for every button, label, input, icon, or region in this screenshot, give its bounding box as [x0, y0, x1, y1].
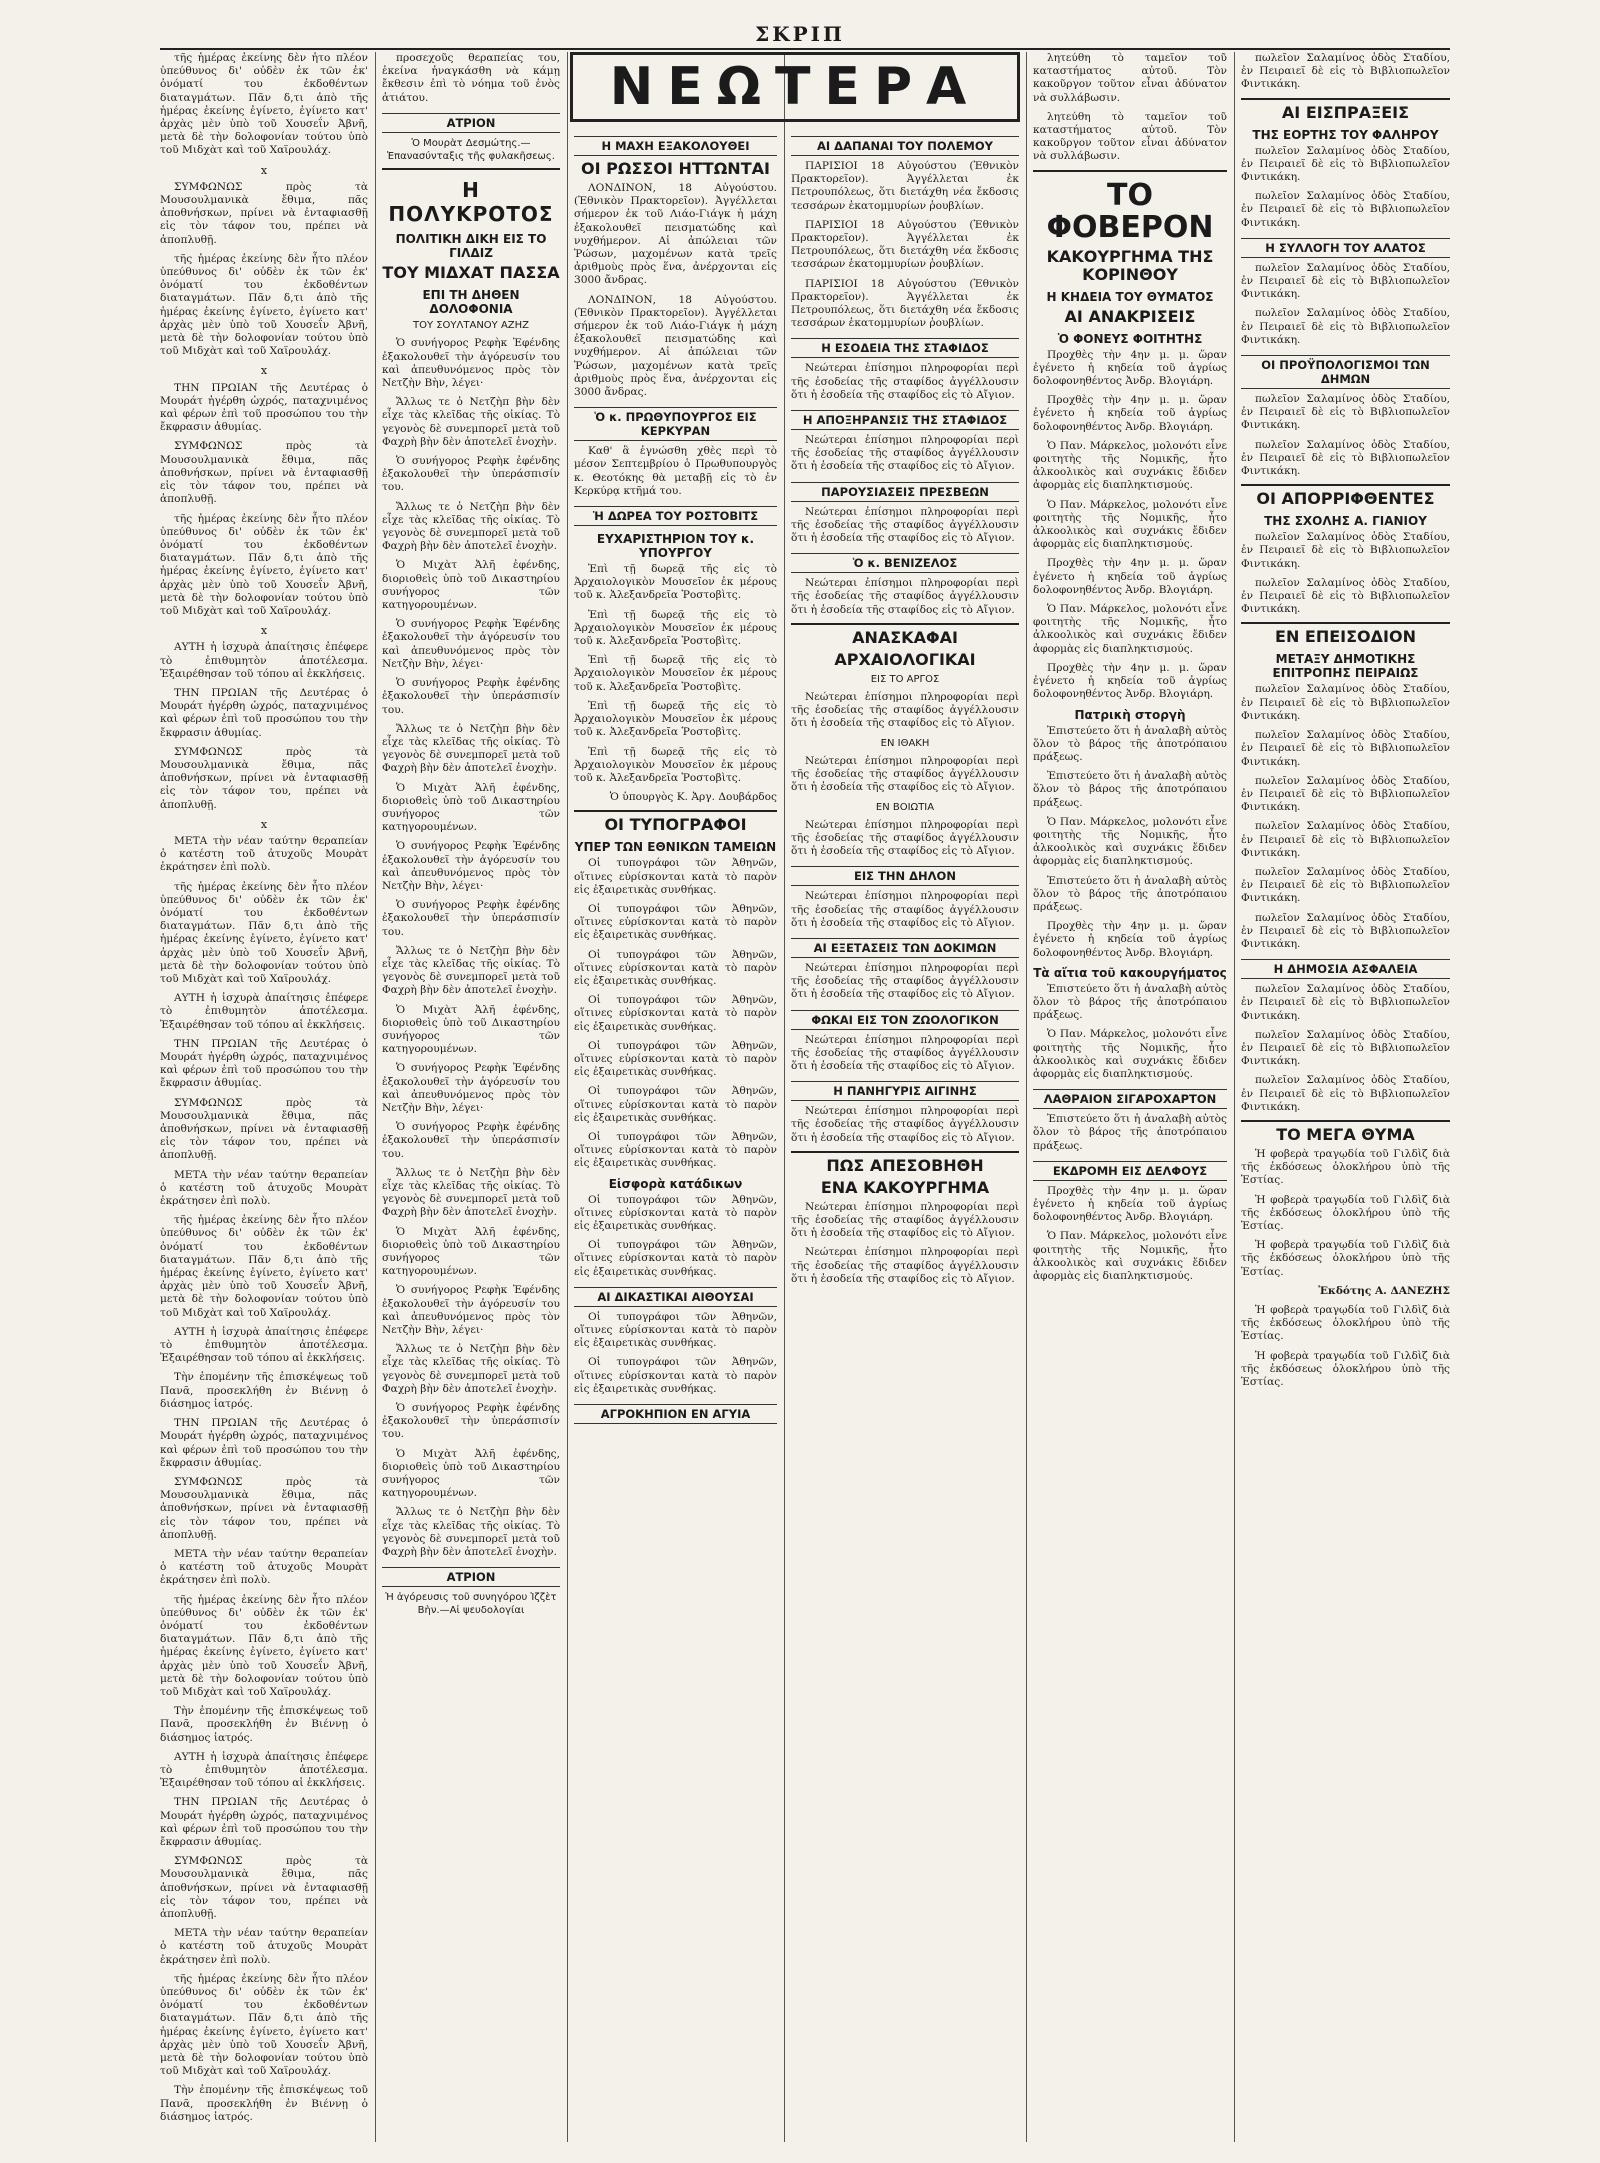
article-paragraph: Ὁ Παν. Μάρκελος, μολονότι εἶνε φοιτητὴς τῆς Νομικῆς, ἦτο ἀλκοολικὸς καὶ συχνάκις ἔδιδεν ἀφορμὰς εἰς διαπληκτισμούς.	[1033, 498, 1227, 551]
article-paragraph: Ὁ συνήγορος Ρεφὴκ Ἐφένδης ἐξακολουθεῖ τὴν ἀγόρευσίν του καὶ ἀπευθυνόμενος πρὸς τὸν Νετζὴν Βὴν, λέγει·	[382, 1062, 560, 1114]
section-subheading: ΕΙΣ ΤΟ ΑΡΓΟΣ	[870, 673, 940, 685]
article-paragraph: Οἱ τυπογράφοι τῶν Ἀθηνῶν, οἵτινες εὑρίσκονται κατὰ τὸ παρὸν εἰς ἐξαιρετικὰς συνθήκας.	[574, 902, 777, 942]
section-heading: ΑΙ ΕΞΕΤΑΣΕΙΣ ΤΩΝ ΔΟΚΙΜΩΝ	[791, 938, 1019, 958]
article-paragraph: Ὁ Παν. Μάρκελος, μολονότι εἶνε φοιτητὴς τῆς Νομικῆς, ἦτο ἀλκοολικὸς καὶ συχνάκις ἔδιδεν ἀφορμὰς εἰς διαπληκτισμούς.	[1033, 1028, 1227, 1080]
section-subheading: ΕΝ ΙΘΑΚΗ	[880, 737, 930, 749]
section-heading: ΑΓΡΟΚΗΠΙΟΝ ΕΝ ΑΓΥΙΑ	[574, 1404, 777, 1424]
article-paragraph: ΣΥΜΦΩΝΩΣ πρὸς τὰ Μουσουλμανικὰ ἔθιμα, πᾶς ἀποθνήσκων, πρίνει νὰ ἐνταφιασθῇ εἰς τὸν τάφον του, πρέπει νὰ ἀποπλυθῇ.	[160, 1855, 368, 1920]
article-paragraph: ΜΕΤΑ τὴν νέαν ταύτην θεραπείαν ὁ κατέστη τοῦ ἀτυχοῦς Μουρὰτ ἐκράτησεν ἐπὶ πολὺ.	[160, 834, 368, 874]
section-title: ΠΩΣ ΑΠΕΣΟΒΗΘΗ	[826, 1155, 984, 1175]
article-paragraph: τῆς ἡμέρας ἐκείνης δὲν ἦτο πλέον ὑπεύθυνος δι' οὐδὲν ἐκ τῶν ἐκ' ὀνόματί του ἐκδοθέντων διαταγμάτων. Πᾶν δ,τι ἀπὸ τῆς ἡμέρας ἐκείνης ἐγίνετο, ἐγίνετο κατ' ἀρχὰς μὲν ὑπὸ τοῦ Χουσεΐν Ἀβνῆ, μετὰ δὲ τὴν δολοφονίαν τούτου ὑπὸ τοῦ Μιδχὰτ καὶ τοῦ Χαϊρουλάχ.	[160, 252, 368, 358]
section-title: ΑΝΑΣΚΑΦΑΙ	[852, 627, 958, 647]
article-paragraph: πωλεῖον Σαλαμίνος ὁδὸς Σταδίου, ἐν Πειραιεῖ δὲ εἰς τὸ Βιβλιοπωλεῖον Φιντικάκη.	[1241, 983, 1450, 1022]
article-paragraph: Ὁ Παν. Μάρκελος, μολονότι εἶνε φοιτητὴς τῆς Νομικῆς, ἦτο ἀλκοολικὸς καὶ συχνάκις ἔδιδεν ἀφορμὰς εἰς διαπληκτισμούς.	[1033, 603, 1227, 655]
section-heading: ΦΩΚΑΙ ΕΙΣ ΤΟΝ ΖΩΟΛΟΓΙΚΟΝ	[791, 1010, 1019, 1030]
article-paragraph: Ὁ συνήγορος Ρεφὴκ Ἐφένδης ἐξακολουθεῖ τὴν ἀγόρευσίν του καὶ ἀπευθυνόμενος πρὸς τὸν Νετζὴν Βὴν, λέγει·	[382, 618, 560, 670]
headline-sub: ΑΙ ΑΝΑΚΡΙΣΕΙΣ	[1064, 306, 1196, 326]
column-2	[382, 52, 560, 2142]
article-paragraph: ΛΟΝΔΙΝΟΝ, 18 Αὐγούστου. (Ἐθνικὸν Πρακτορεῖον). Ἀγγέλλεται σήμερον ἐκ τοῦ Λιάο-Γιάγκ ἡ μάχη ἐξακολουθεῖ πεισματώδης καὶ νυχθήμερον. Αἱ ἀπώλειαι τῶν Ῥώσων, μαχομένων κατὰ τρεῖς ἀριθμοὺς πρὸς ἕνα, ἀνέρχονται εἰς 3000 ἄνδρας.	[574, 182, 777, 287]
section-title: ΕΝ ΕΠΕΙΣΟΔΙΟΝ	[1275, 627, 1416, 647]
article-paragraph: πωλεῖον Σαλαμίνος ὁδὸς Σταδίου, ἐν Πειραιεῖ δὲ εἰς τὸ Βιβλιοπωλεῖον Φιντικάκη.	[1241, 774, 1450, 814]
article-paragraph: πωλεῖον Σαλαμίνος ὁδὸς Σταδίου, ἐν Πειραιεῖ δὲ εἰς τὸ Βιβλιοπωλεῖον Φιντικάκη.	[1241, 911, 1450, 950]
article-paragraph: Τὴν ἐπομένην τῆς ἐπισκέψεως τοῦ Πανᾶ, προσεκλήθη ἐν Βιέννῃ ὁ διάσημος ἰατρός.	[160, 1371, 368, 1410]
article-paragraph: ΑΥΤΗ ἡ ἰσχυρὰ ἀπαίτησις ἐπέφερε τὸ ἐπιθυμητὸν ἀποτέλεσμα. Ἐξαιρέθησαν τοῦ τόπου αἱ ἐκκλήσεις.	[160, 992, 368, 1031]
article-paragraph: Οἱ τυπογράφοι τῶν Ἀθηνῶν, οἵτινες εὑρίσκονται κατὰ τὸ παρὸν εἰς ἐξαιρετικὰς συνθήκας.	[574, 1239, 777, 1278]
article-paragraph: πωλεῖον Σαλαμίνος ὁδὸς Σταδίου, ἐν Πειραιεῖ δὲ εἰς τὸ Βιβλιοπωλεῖον Φιντικάκη.	[1241, 261, 1450, 301]
article-paragraph: Νεώτεραι ἐπίσημοι πληροφορίαι περὶ τῆς ἐσοδείας τῆς σταφίδος ἀγγέλλουσιν ὅτι ἡ ἐσοδεία τῆς σταφίδος εἰς τὸ Αἴγιον.	[791, 961, 1019, 1001]
section-subheading: ΤΗΣ ΣΧΟΛΗΣ Α. ΓΙΑΝΙΟΥ	[1264, 514, 1427, 529]
article-paragraph: Ἄλλως τε ὁ Νετζὴπ βὴν δὲν εἶχε τὰς κλεῖδας τῆς οἰκίας. Τὸ γεγονὸς δὲ συνεμπορεῖ μετὰ τοῦ Φαχρὴ βὴν δὲν ἀποτελεῖ ἐνοχὴν.	[382, 1343, 560, 1395]
article-paragraph: Νεώτεραι ἐπίσημοι πληροφορίαι περὶ τῆς ἐσοδείας τῆς σταφίδος ἀγγέλλουσιν ὅτι ἡ ἐσοδεία τῆς σταφίδος εἰς τὸ Αἴγιον.	[791, 362, 1019, 401]
headline-sub: ΕΠΙ ΤΗ ΔΗΘΕΝ ΔΟΛΟΦΟΝΙΑ	[422, 288, 520, 317]
article-paragraph: ΤΗΝ ΠΡΩΙΑΝ τῆς Δευτέρας ὁ Μουράτ ἠγέρθη ὠχρός, παταχνιμένος καὶ φέρων ἐπὶ τοῦ προσώπου του τὴν ἔκφρασιν ἀθυμίας.	[160, 1796, 368, 1848]
article-paragraph: Ἄλλως τε ὁ Νετζὴπ βὴν δὲν εἶχε τὰς κλεῖδας τῆς οἰκίας. Τὸ γεγονὸς δὲ συνεμπορεῖ μετὰ τοῦ Φαχρὴ βὴν δὲν ἀποτελεῖ ἐνοχὴν.	[382, 944, 560, 997]
headline-sub: Ὁ ΦΟΝΕΥΣ ΦΟΙΤΗΤΗΣ	[1057, 331, 1203, 346]
section-title: ΕΥΧΑΡΙΣΤΗΡΙΟΝ ΤΟΥ κ. ΥΠΟΥΡΓΟΥ	[596, 532, 755, 561]
article-paragraph: ΑΥΤΗ ἡ ἰσχυρὰ ἀπαίτησις ἐπέφερε τὸ ἐπιθυμητὸν ἀποτέλεσμα. Ἐξαιρέθησαν τοῦ τόπου αἱ ἐκκλήσεις.	[160, 1325, 368, 1365]
article-paragraph: Οἱ τυπογράφοι τῶν Ἀθηνῶν, οἵτινες εὑρίσκονται κατὰ τὸ παρὸν εἰς ἐξαιρετικὰς συνθήκας.	[574, 1310, 777, 1350]
article-paragraph: τῆς ἡμέρας ἐκείνης δὲν ἦτο πλέον ὑπεύθυνος δι' οὐδὲν ἐκ τῶν ἐκ' ὀνόματί του ἐκδοθέντων διαταγμάτων. Πᾶν δ,τι ἀπὸ τῆς ἡμέρας ἐκείνης ἐγίνετο, ἐγίνετο κατ' ἀρχὰς μὲν ὑπὸ τοῦ Χουσεΐν Ἀβνῆ, μετὰ δὲ τὴν δολοφονίαν τούτου ὑπὸ τοῦ Μιδχὰτ καὶ τοῦ Χαϊρουλάχ.	[160, 1972, 368, 2078]
article-paragraph: Οἱ τυπογράφοι τῶν Ἀθηνῶν, οἵτινες εὑρίσκονται κατὰ τὸ παρὸν εἰς ἐξαιρετικὰς συνθήκας.	[574, 948, 777, 987]
section-title: ΤΟ ΜΕΓΑ ΘΥΜΑ	[1276, 1124, 1415, 1144]
article-paragraph: πωλεῖον Σαλαμίνος ὁδὸς Σταδίου, ἐν Πειραιεῖ δὲ εἰς τὸ Βιβλιοπωλεῖον Φιντικάκη.	[1241, 1028, 1450, 1068]
column-separator	[784, 52, 785, 2142]
section-heading: Η ΔΗΜΟΣΙΑ ΑΣΦΑΛΕΙΑ	[1241, 959, 1450, 979]
article-paragraph: Προχθὲς τὴν 4ην μ. μ. ὥραν ἐγένετο ἡ κηδεία τοῦ ἀγρίως δολοφονηθέντος Ἀνδρ. Βλογιάρη.	[1033, 394, 1227, 433]
section-heading: ΕΚΔΡΟΜΗ ΕΙΣ ΔΕΛΦΟΥΣ	[1033, 1161, 1227, 1181]
article-paragraph: Ἡ φοβερὰ τραγῳδία τοῦ Γιλδὶζ διὰ τῆς ἐκδόσεως ὁλοκλήρου ὑπὸ τῆς Ἑστίας.	[1241, 1304, 1450, 1343]
section-subheading: Ὁ Μουρὰτ Δεσμώτης.—Ἐπανασύνταξις τῆς φυλακῆσεως.	[387, 137, 555, 163]
article-paragraph: ΤΗΝ ΠΡΩΙΑΝ τῆς Δευτέρας ὁ Μουράτ ἠγέρθη ὠχρός, παταχνιμένος καὶ φέρων ἐπὶ τοῦ προσώπου του τὴν ἔκφρασιν ἀθυμίας.	[160, 381, 368, 434]
article-paragraph: ΑΥΤΗ ἡ ἰσχυρὰ ἀπαίτησις ἐπέφερε τὸ ἐπιθυμητὸν ἀποτέλεσμα. Ἐξαιρέθησαν τοῦ τόπου αἱ ἐκκλήσεις.	[160, 641, 368, 680]
section-heading: ΑΤΡΙΟΝ	[382, 113, 560, 133]
article-paragraph: Οἱ τυπογράφοι τῶν Ἀθηνῶν, οἵτινες εὑρίσκονται κατὰ τὸ παρὸν εἰς ἐξαιρετικὰς συνθήκας.	[574, 1130, 777, 1170]
headline: ΤΟ ΦΟΒΕΡΟΝ	[1046, 177, 1214, 245]
article-paragraph: Ὁ συνήγορος Ρεφὴκ ἐφένδης ἐξακολουθεῖ τὴν ὑπεράσπισίν του.	[382, 1121, 560, 1160]
article-paragraph: Νεώτεραι ἐπίσημοι πληροφορίαι περὶ τῆς ἐσοδείας τῆς σταφίδος ἀγγέλλουσιν ὅτι ἡ ἐσοδεία τῆς σταφίδος εἰς τὸ Αἴγιον.	[791, 1200, 1019, 1240]
masthead: ΣΚΡΙΠ	[755, 22, 845, 46]
article-paragraph: Νεώτεραι ἐπίσημοι πληροφορίαι περὶ τῆς ἐσοδείας τῆς σταφίδος ἀγγέλλουσιν ὅτι ἡ ἐσοδεία τῆς σταφίδος εἰς τὸ Αἴγιον.	[791, 754, 1019, 794]
article-paragraph: ΛΟΝΔΙΝΟΝ, 18 Αὐγούστου. (Ἐθνικὸν Πρακτορεῖον). Ἀγγέλλεται σήμερον ἐκ τοῦ Λιάο-Γιάγκ ἡ μάχη ἐξακολουθεῖ πεισματώδης καὶ νυχθήμερον. Αἱ ἀπώλειαι τῶν Ῥώσων, μαχομένων κατὰ τρεῖς ἀριθμοὺς πρὸς ἕνα, ἀνέρχονται εἰς 3000 ἄνδρας.	[574, 293, 777, 399]
article-paragraph: ΣΥΜΦΩΝΩΣ πρὸς τὰ Μουσουλμανικὰ ἔθιμα, πᾶς ἀποθνήσκων, πρίνει νὰ ἐνταφιασθῇ εἰς τὸν τάφον του, πρέπει νὰ ἀποπλυθῇ.	[160, 1475, 368, 1541]
article-paragraph: Προχθὲς τὴν 4ην μ. μ. ὥραν ἐγένετο ἡ κηδεία τοῦ ἀγρίως δολοφονηθέντος Ἀνδρ. Βλογιάρη.	[1033, 348, 1227, 388]
section-title: ΟΙ ΑΠΟΡΡΙΦΘΕΝΤΕΣ	[1256, 489, 1435, 509]
article-paragraph: Ὁ Μιχὰτ Ἀλῆ ἐφένδης, διοριοθεὶς ὑπὸ τοῦ Δικαστηρίου συνήγορος τῶν κατηγορουμένων.	[382, 1225, 560, 1278]
article-paragraph: Οἱ τυπογράφοι τῶν Ἀθηνῶν, οἵτινες εὑρίσκονται κατὰ τὸ παρὸν εἰς ἐξαιρετικὰς συνθήκας.	[574, 994, 777, 1033]
article-paragraph: Ἐπὶ τῇ δωρεᾷ τῆς εἰς τὸ Ἀρχαιολογικὸν Μουσεῖον ἐκ μέρους τοῦ κ. Ἀλεξανδρεῖα Ῥοστοβὶτς.	[574, 745, 777, 784]
column-1: τῆς ἡμέρας ἐκείνης δὲν ἦτο πλέον ὑπεύθυνος δι' οὐδὲν ἐκ τῶν ἐκ' ὀνόματί του ἐκδοθέντων διαταγμάτων. Πᾶν δ,τι ἀπὸ τῆς ἡμέρας ἐκείνης ἐγίνετο, ἐγίνετο κατ' ἀρχὰς μὲν ὑπὸ τοῦ Χουσεΐν Ἀβνῆ, μετὰ δὲ τὴν δολοφονίαν τούτου ὑπὸ τοῦ Μιδχὰτ καὶ τοῦ Χαϊρουλάχ. x ΣΥΜΦΩΝΩΣ πρὸς τὰ Μουσουλμανικὰ ἔθιμα, πᾶς ἀποθνήσκων, πρίνει νὰ ἐνταφιασθῇ εἰς τὸν τάφον του, πρέπει νὰ ἀποπλυθῇ. τῆς ἡμέρας ἐκείνης δὲν ἦτο πλέον ὑπεύθυνος δι' οὐδὲν ἐκ τῶν ἐκ' ὀνόματί του ἐκδοθέντων διαταγμάτων. Πᾶν δ,τι ἀπὸ τῆς ἡμέρας ἐκείνης ἐγίνετο, ἐγίνετο κατ' ἀρχὰς μὲν ὑπὸ τοῦ Χουσεΐν Ἀβνῆ, μετὰ δὲ τὴν δολοφονίαν τούτου ὑπὸ τοῦ Μιδχὰτ καὶ τοῦ Χαϊρουλάχ. x ΤΗΝ ΠΡΩΙΑΝ τῆς Δευτέρας ὁ Μουράτ ἠγέρθη ὠχρός, παταχνιμένος καὶ φέρων ἐπὶ τοῦ προσώπου του τὴν ἔκφρασιν ἀθυμίας. ΣΥΜΦΩΝΩΣ πρὸς τὰ Μουσουλμανικὰ ἔθιμα, πᾶς ἀποθνήσκων, πρίνει νὰ ἐνταφιασθῇ εἰς τὸν τάφον του, πρέπει νὰ ἀποπλυθῇ. τῆς ἡμέρας ἐκείνης δὲν ἦτο πλέον ὑπεύθυνος δι' οὐδὲν ἐκ τῶν ἐκ' ὀνόματί του ἐκδοθέντων διαταγμάτων. Πᾶν δ,τι ἀπὸ τῆς ἡμέρας ἐκείνης ἐγίνετο, ἐγίνετο κατ' ἀρχὰς μὲν ὑπὸ τοῦ Χουσεΐν Ἀβνῆ, μετὰ δὲ τὴν δολοφονίαν τούτου ὑπὸ τοῦ Μιδχὰτ καὶ τοῦ Χαϊρουλάχ. x ΑΥΤΗ ἡ ἰσχυρὰ ἀπαίτησις ἐπέφερε τὸ ἐπιθυμητὸν ἀποτέλεσμα. Ἐξαιρέθησαν τοῦ τόπου αἱ ἐκκλήσεις. ΤΗΝ ΠΡΩΙΑΝ τῆς Δευτέρας ὁ Μουράτ ἠγέρθη ὠχρός, παταχνιμένος καὶ φέρων ἐπὶ τοῦ προσώπου του τὴν ἔκφρασιν ἀθυμίας. ΣΥΜΦΩΝΩΣ πρὸς τὰ Μουσουλμανικὰ ἔθιμα, πᾶς ἀποθνήσκων, πρίνει νὰ ἐνταφιασθῇ εἰς τὸν τάφον του, πρέπει νὰ ἀποπλυθῇ. x ΜΕΤΑ τὴν νέαν ταύτην θεραπείαν ὁ κατέστη τοῦ ἀτυχοῦς Μουρὰτ ἐκράτησεν ἐπὶ πολὺ. τῆς ἡμέρας ἐκείνης δὲν ἦτο πλέον ὑπεύθυνος δι' οὐδὲν ἐκ τῶν ἐκ' ὀνόματί του ἐκδοθέντων διαταγμάτων. Πᾶν δ,τι ἀπὸ τῆς ἡμέρας ἐκείνης ἐγίνετο, ἐγίνετο κατ' ἀρχὰς μὲν ὑπὸ τοῦ Χουσεΐν Ἀβνῆ, μετὰ δὲ τὴν δολοφονίαν τούτου ὑπὸ τοῦ Μιδχὰτ καὶ τοῦ Χαϊρουλάχ. ΑΥΤΗ ἡ ἰσχυρὰ ἀπαίτησις ἐπέφερε τὸ ἐπιθυμητὸν ἀποτέλεσμα. Ἐξαιρέθησαν τοῦ τόπου αἱ ἐκκλήσεις. ΤΗΝ ΠΡΩΙΑΝ τῆς Δευτέρας ὁ Μουράτ ἠγέρθη ὠχρός, παταχνιμένος καὶ φέρων ἐπὶ τοῦ προσώπου του τὴν ἔκφρασιν ἀθυμίας. ΣΥΜΦΩΝΩΣ πρὸς τὰ Μουσουλμανικὰ ἔθιμα, πᾶς ἀποθνήσκων, πρίνει νὰ ἐνταφιασθῇ εἰς τὸν τάφον του, πρέπει νὰ ἀποπλυθῇ. ΜΕΤΑ τὴν νέαν ταύτην θεραπείαν ὁ κατέστη τοῦ ἀτυχοῦς Μουρὰτ ἐκράτησεν ἐπὶ πολὺ. τῆς ἡμέρας ἐκείνης δὲν ἦτο πλέον ὑπεύθυνος δι' οὐδὲν ἐκ τῶν ἐκ' ὀνόματί του ἐκδοθέντων διαταγμάτων. Πᾶν δ,τι ἀπὸ τῆς ἡμέρας ἐκείνης ἐγίνετο, ἐγίνετο κατ' ἀρχὰς μὲν ὑπὸ τοῦ Χουσεΐν Ἀβνῆ, μετὰ δὲ τὴν δολοφονίαν τούτου ὑπὸ τοῦ Μιδχὰτ καὶ τοῦ Χαϊρουλάχ. ΑΥΤΗ ἡ ἰσχυρὰ ἀπαίτησις ἐπέφερε τὸ ἐπιθυμητὸν ἀποτέλεσμα. Ἐξαιρέθησαν τοῦ τόπου αἱ ἐκκλήσεις. Τὴν ἐπομένην τῆς ἐπισκέψεως τοῦ Πανᾶ, προσεκλήθη ἐν Βιέννῃ ὁ διάσημος ἰατρός. ΤΗΝ ΠΡΩΙΑΝ τῆς Δευτέρας ὁ Μουράτ ἠγέρθη ὠχρός, παταχνιμένος καὶ φέρων ἐπὶ τοῦ προσώπου του τὴν ἔκφρασιν ἀθυμίας. ΣΥΜΦΩΝΩΣ πρὸς τὰ Μουσουλμανικὰ ἔθιμα, πᾶς ἀποθνήσκων, πρίνει νὰ ἐνταφιασθῇ εἰς τὸν τάφον του, πρέπει νὰ ἀποπλυθῇ. ΜΕΤΑ τὴν νέαν ταύτην θεραπείαν ὁ κατέστη τοῦ ἀτυχοῦς Μουρὰτ ἐκράτησεν ἐπὶ πολὺ. τῆς ἡμέρας ἐκείνης δὲν ἦτο πλέον ὑπεύθυνος δι' οὐδὲν ἐκ τῶν ἐκ' ὀνόματί του ἐκδοθέντων διαταγμάτων. Πᾶν δ,τι ἀπὸ τῆς ἡμέρας ἐκείνης ἐγίνετο, ἐγίνετο κατ' ἀρχὰς μὲν ὑπὸ τοῦ Χουσεΐν Ἀβνῆ, μετὰ δὲ τὴν δολοφονίαν τούτου ὑπὸ τοῦ Μιδχὰτ καὶ τοῦ Χαϊρουλάχ. Τὴν ἐπομένην τῆς ἐπισκέψεως τοῦ Πανᾶ, προσεκλήθη ἐν Βιέννῃ ὁ διάσημος ἰατρός. ΑΥΤΗ ἡ ἰσχυρὰ ἀπαίτησις ἐπέφερε τὸ ἐπιθυμητὸν ἀποτέλεσμα. Ἐξαιρέθησαν τοῦ τόπου αἱ ἐκκλήσεις. ΤΗΝ ΠΡΩΙΑΝ τῆς Δευτέρας ὁ Μουράτ ἠγέρθη ὠχρός, παταχνιμένος καὶ φέρων ἐπὶ τοῦ προσώπου του τὴν ἔκφρασιν ἀθυμίας. ΣΥΜΦΩΝΩΣ πρὸς τὰ Μουσουλμανικὰ ἔθιμα, πᾶς ἀποθνήσκων, πρίνει νὰ ἐνταφιασθῇ εἰς τὸν τάφον του, πρέπει νὰ ἀποπλυθῇ. ΜΕΤΑ τὴν νέαν ταύτην θεραπείαν ὁ κατέστη τοῦ ἀτυχοῦς Μουρὰτ ἐκράτησεν ἐπὶ πολὺ. τῆς ἡμέρας ἐκείνης δὲν ἦτο πλέον ὑπεύθυνος δι' οὐδὲν ἐκ τῶν ἐκ' ὀνόματί του ἐκδοθέντων διαταγμάτων. Πᾶν δ,τι ἀπὸ τῆς ἡμέρας ἐκείνης ἐγίνετο, ἐγίνετο κατ' ἀρχὰς μὲν ὑπὸ τοῦ Χουσεΐν Ἀβνῆ, μετὰ δὲ τὴν δολοφονίαν τούτου ὑπὸ τοῦ Μιδχὰτ καὶ τοῦ Χαϊρουλάχ. Τὴν ἐπομένην τῆς ἐπισκέψεως τοῦ Πανᾶ, προσεκλήθη ἐν Βιέννῃ ὁ διάσημος ἰατρός.	[160, 52, 368, 2123]
article-paragraph: πωλεῖον Σαλαμίνος ὁδὸς Σταδίου, ἐν Πειραιεῖ δὲ εἰς τὸ Βιβλιοπωλεῖον Φιντικάκη.	[1241, 190, 1450, 229]
article-paragraph: Ὁ συνήγορος Ρεφὴκ Ἐφένδης ἐξακολουθεῖ τὴν ἀγόρευσίν του καὶ ἀπευθυνόμενος πρὸς τὸν Νετζὴν Βὴν, λέγει·	[382, 1284, 560, 1337]
article-paragraph: Ἐπιστεύετο ὅτι ἡ ἀναλαβὴ αὐτὸς ὅλον τὸ βάρος τῆς ἀποτρόπαιου πράξεως.	[1033, 982, 1227, 1022]
article-paragraph: λητεύθη τὸ ταμεῖον τοῦ καταστήματος αὐτοῦ. Τὸν κακοῦργον τοῦτον εἶναι ἀδύνατον νὰ συλλάβωσιν.	[1033, 52, 1227, 104]
section-heading: Η ΠΑΝΗΓΥΡΙΣ ΑΙΓΙΝΗΣ	[791, 1081, 1019, 1101]
column-5	[1033, 52, 1227, 2142]
section-heading: Ἡ ΔΩΡΕΑ ΤΟΥ ΡΟΣΤΟΒΙΤΣ	[574, 506, 777, 526]
section-heading: ΟΙ ΠΡΟΫΠΟΛΟΓΙΣΜΟΙ ΤΩΝ ΔΗΜΩΝ	[1241, 355, 1450, 389]
article-paragraph: πωλεῖον Σαλαμίνος ὁδὸς Σταδίου, ἐν Πειραιεῖ δὲ εἰς τὸ Βιβλιοπωλεῖον Φιντικάκη.	[1241, 393, 1450, 432]
article-paragraph: Ἐπιστεύετο ὅτι ἡ ἀναλαβὴ αὐτὸς ὅλον τὸ βάρος τῆς ἀποτρόπαιου πράξεως.	[1033, 1113, 1227, 1152]
article-paragraph: Ὁ συνήγορος Ρεφὴκ ἐφένδης ἐξακολουθεῖ τὴν ὑπεράσπισίν του.	[382, 1402, 560, 1441]
article-paragraph: Ὁ Παν. Μάρκελος, μολονότι εἶνε φοιτητὴς τῆς Νομικῆς, ἦτο ἀλκοολικὸς καὶ συχνάκις ἔδιδεν ἀφορμὰς εἰς διαπληκτισμούς.	[1033, 439, 1227, 492]
section-subheading: Ἡ ἀγόρευσις τοῦ συνηγόρου Ἰζζὲτ Βὴν.—Αἱ ψευδολογίαι	[385, 1592, 557, 1617]
article-paragraph: Νεώτεραι ἐπίσημοι πληροφορίαι περὶ τῆς ἐσοδείας τῆς σταφίδος ἀγγέλλουσιν ὅτι ἡ ἐσοδεία τῆς σταφίδος εἰς τὸ Αἴγιον.	[791, 434, 1019, 473]
section-heading: Πατρικὴ στοργὴ	[1074, 707, 1186, 722]
article-paragraph: ΜΕΤΑ τὴν νέαν ταύτην θεραπείαν ὁ κατέστη τοῦ ἀτυχοῦς Μουρὰτ ἐκράτησεν ἐπὶ πολὺ.	[160, 1927, 368, 1966]
article-paragraph: ΜΕΤΑ τὴν νέαν ταύτην θεραπείαν ὁ κατέστη τοῦ ἀτυχοῦς Μουρὰτ ἐκράτησεν ἐπὶ πολὺ.	[160, 1547, 368, 1587]
article-paragraph: πωλεῖον Σαλαμίνος ὁδὸς Σταδίου, ἐν Πειραιεῖ δὲ εἰς τὸ Βιβλιοπωλεῖον Φιντικάκη.	[1241, 683, 1450, 722]
article-paragraph: Ἄλλως τε ὁ Νετζὴπ βὴν δὲν εἶχε τὰς κλεῖδας τῆς οἰκίας. Τὸ γεγονὸς δὲ συνεμπορεῖ μετὰ τοῦ Φαχρὴ βὴν δὲν ἀποτελεῖ ἐνοχὴν.	[382, 722, 560, 775]
article-paragraph: Ἡ φοβερὰ τραγῳδία τοῦ Γιλδὶζ διὰ τῆς ἐκδόσεως ὁλοκλήρου ὑπὸ τῆς Ἑστίας.	[1241, 1147, 1450, 1187]
article-paragraph: τῆς ἡμέρας ἐκείνης δὲν ἦτο πλέον ὑπεύθυνος δι' οὐδὲν ἐκ τῶν ἐκ' ὀνόματί του ἐκδοθέντων διαταγμάτων. Πᾶν δ,τι ἀπὸ τῆς ἡμέρας ἐκείνης ἐγίνετο, ἐγίνετο κατ' ἀρχὰς μὲν ὑπὸ τοῦ Χουσεΐν Ἀβνῆ, μετὰ δὲ τὴν δολοφονίαν τούτου ὑπὸ τοῦ Μιδχὰτ καὶ τοῦ Χαϊρουλάχ.	[160, 512, 368, 617]
article-paragraph: Ὁ Μιχὰτ Ἀλῆ ἐφένδης, διοριοθεὶς ὑπὸ τοῦ Δικαστηρίου συνήγορος τῶν κατηγορουμένων.	[382, 1003, 560, 1056]
masthead-rule	[160, 48, 1450, 50]
article-paragraph: Ἄλλως τε ὁ Νετζὴπ βὴν δὲν εἶχε τὰς κλεῖδας τῆς οἰκίας. Τὸ γεγονὸς δὲ συνεμπορεῖ μετὰ τοῦ Φαχρὴ βὴν δὲν ἀποτελεῖ ἐνοχὴν.	[382, 500, 560, 553]
headline-sub: Η ΚΗΔΕΙΑ ΤΟΥ ΘΥΜΑΤΟΣ	[1046, 289, 1214, 304]
signature: Ὁ ὑπουργὸς Κ. Ἀργ. Δουβάρδος	[609, 791, 777, 804]
column-separator	[567, 52, 568, 2142]
article-paragraph: Ἡ φοβερὰ τραγῳδία τοῦ Γιλδὶζ διὰ τῆς ἐκδόσεως ὁλοκλήρου ὑπὸ τῆς Ἑστίας.	[1241, 1239, 1450, 1278]
section-heading: ΑΤΡΙΟΝ	[382, 1567, 560, 1587]
article-paragraph: πωλεῖον Σαλαμίνος ὁδὸς Σταδίου, ἐν Πειραιεῖ δὲ εἰς τὸ Βιβλιοπωλεῖον Φιντικάκη.	[1241, 1074, 1450, 1113]
article-paragraph: Νεώτεραι ἐπίσημοι πληροφορίαι περὶ τῆς ἐσοδείας τῆς σταφίδος ἀγγέλλουσιν ὅτι ἡ ἐσοδεία τῆς σταφίδος εἰς τὸ Αἴγιον.	[791, 1033, 1019, 1072]
headline-sub: ΤΟΥ ΜΙΔΧΑΤ ΠΑΣΣΑ	[382, 263, 560, 283]
article-paragraph: Οἱ τυπογράφοι τῶν Ἀθηνῶν, οἵτινες εὑρίσκονται κατὰ τὸ παρὸν εἰς ἐξαιρετικὰς συνθήκας.	[574, 1356, 777, 1395]
article-paragraph: τῆς ἡμέρας ἐκείνης δὲν ἦτο πλέον ὑπεύθυνος δι' οὐδὲν ἐκ τῶν ἐκ' ὀνόματί του ἐκδοθέντων διαταγμάτων. Πᾶν δ,τι ἀπὸ τῆς ἡμέρας ἐκείνης ἐγίνετο, ἐγίνετο κατ' ἀρχὰς μὲν ὑπὸ τοῦ Χουσεΐν Ἀβνῆ, μετὰ δὲ τὴν δολοφονίαν τούτου ὑπὸ τοῦ Μιδχὰτ καὶ τοῦ Χαϊρουλάχ.	[160, 1593, 368, 1698]
article-paragraph: Ἐπιστεύετο ὅτι ἡ ἀναλαβὴ αὐτὸς ὅλον τὸ βάρος τῆς ἀποτρόπαιου πράξεως.	[1033, 724, 1227, 763]
article-paragraph: Προχθὲς τὴν 4ην μ. μ. ὥραν ἐγένετο ἡ κηδεία τοῦ ἀγρίως δολοφονηθέντος Ἀνδρ. Βλογιάρη.	[1033, 557, 1227, 596]
section-heading: ΑΙ ΔΙΚΑΣΤΙΚΑΙ ΑΙΘΟΥΣΑΙ	[574, 1287, 777, 1307]
section-subheading: ΜΕΤΑΞΥ ΔΗΜΟΤΙΚΗΣ ΕΠΙΤΡΟΠΗΣ ΠΕΙΡΑΙΩΣ	[1272, 652, 1419, 681]
article-paragraph: Ἐπὶ τῇ δωρεᾷ τῆς εἰς τὸ Ἀρχαιολογικὸν Μουσεῖον ἐκ μέρους τοῦ κ. Ἀλεξανδρεῖα Ῥοστοβὶτς.	[574, 563, 777, 602]
section-title: ΕΝΑ ΚΑΚΟΥΡΓΗΜΑ	[820, 1177, 990, 1197]
section-heading: Εἰσφορὰ κατάδικων	[608, 1176, 743, 1191]
article-paragraph: Ἐπιστεύετο ὅτι ἡ ἀναλαβὴ αὐτὸς ὅλον τὸ βάρος τῆς ἀποτρόπαιου πράξεως.	[1033, 874, 1227, 913]
column-6	[1241, 52, 1450, 2142]
article-paragraph: ΣΥΜΦΩΝΩΣ πρὸς τὰ Μουσουλμανικὰ ἔθιμα, πᾶς ἀποθνήσκων, πρίνει νὰ ἐνταφιασθῇ εἰς τὸν τάφον του, πρέπει νὰ ἀποπλυθῇ.	[160, 440, 368, 506]
article-paragraph: Ὁ Παν. Μάρκελος, μολονότι εἶνε φοιτητὴς τῆς Νομικῆς, ἦτο ἀλκοολικὸς καὶ συχνάκις ἔδιδεν ἀφορμὰς εἰς διαπληκτισμούς.	[1033, 815, 1227, 868]
article-paragraph: πωλεῖον Σαλαμίνος ὁδὸς Σταδίου, ἐν Πειραιεῖ δὲ εἰς τὸ Βιβλιοπωλεῖον Φιντικάκη.	[1241, 865, 1450, 905]
article-paragraph: Οἱ τυπογράφοι τῶν Ἀθηνῶν, οἵτινες εὑρίσκονται κατὰ τὸ παρὸν εἰς ἐξαιρετικὰς συνθήκας.	[574, 1085, 777, 1124]
article-paragraph: πωλεῖον Σαλαμίνος ὁδὸς Σταδίου, ἐν Πειραιεῖ δὲ εἰς τὸ Βιβλιοπωλεῖον Φιντικάκη.	[1241, 438, 1450, 478]
headline-sub: ΤΟΥ ΣΟΥΛΤΑΝΟΥ ΑΖΗΖ	[412, 320, 530, 332]
publisher-signature: Ἐκδότης Α. ΔΑΝΕΖΗΣ	[1318, 1284, 1450, 1297]
article-paragraph: ΣΥΜΦΩΝΩΣ πρὸς τὰ Μουσουλμανικὰ ἔθιμα, πᾶς ἀποθνήσκων, πρίνει νὰ ἐνταφιασθῇ εἰς τὸν τάφον του, πρέπει νὰ ἀποπλυθῇ.	[160, 1096, 368, 1162]
article-paragraph: πωλεῖον Σαλαμίνος ὁδὸς Σταδίου, ἐν Πειραιεῖ δὲ εἰς τὸ Βιβλιοπωλεῖον Φιντικάκη.	[1241, 729, 1450, 768]
article-paragraph: Καθ' ἃ ἐγνώσθη χθὲς περὶ τὸ μέσον Σεπτεμβρίου ὁ Πρωθυπουργὸς κ. Θεοτόκης θὰ μεταβῇ εἰς τὸ ἐν Κερκύρᾳ κτῆμά του.	[574, 445, 777, 497]
section-heading: Η ΜΑΧΗ ΕΞΑΚΟΛΟΥΘΕΙ	[574, 136, 777, 156]
article-paragraph: Οἱ τυπογράφοι τῶν Ἀθηνῶν, οἵτινες εὑρίσκονται κατὰ τὸ παρὸν εἰς ἐξαιρετικὰς συνθήκας.	[574, 857, 777, 896]
column-separator	[375, 52, 376, 2142]
article-paragraph: τῆς ἡμέρας ἐκείνης δὲν ἦτο πλέον ὑπεύθυνος δι' οὐδὲν ἐκ τῶν ἐκ' ὀνόματί του ἐκδοθέντων διαταγμάτων. Πᾶν δ,τι ἀπὸ τῆς ἡμέρας ἐκείνης ἐγίνετο, ἐγίνετο κατ' ἀρχὰς μὲν ὑπὸ τοῦ Χουσεΐν Ἀβνῆ, μετὰ δὲ τὴν δολοφονίαν τούτου ὑπὸ τοῦ Μιδχὰτ καὶ τοῦ Χαϊρουλάχ.	[160, 1214, 368, 1319]
article-paragraph: πωλεῖον Σαλαμίνος ὁδὸς Σταδίου, ἐν Πειραιεῖ δὲ εἰς τὸ Βιβλιοπωλεῖον Φιντικάκη.	[1241, 307, 1450, 346]
headline: Η ΠΟΛΥΚΡΟΤΟΣ	[388, 178, 554, 227]
article-paragraph: Ἡ φοβερὰ τραγῳδία τοῦ Γιλδὶζ διὰ τῆς ἐκδόσεως ὁλοκλήρου ὑπὸ τῆς Ἑστίας.	[1241, 1349, 1450, 1389]
article-paragraph: Ἄλλως τε ὁ Νετζὴπ βὴν δὲν εἶχε τὰς κλεῖδας τῆς οἰκίας. Τὸ γεγονὸς δὲ συνεμπορεῖ μετὰ τοῦ Φαχρὴ βὴν δὲν ἀποτελεῖ ἐνοχὴν.	[382, 1166, 560, 1219]
banner-neotera: ΝΕΩΤΕΡΑ	[570, 52, 1020, 122]
section-heading: Ὁ κ. ΒΕΝΙΖΕΛΟΣ	[791, 553, 1019, 573]
article-paragraph: Ἐπὶ τῇ δωρεᾷ τῆς εἰς τὸ Ἀρχαιολογικὸν Μουσεῖον ἐκ μέρους τοῦ κ. Ἀλεξανδρεῖα Ῥοστοβὶτς.	[574, 699, 777, 739]
article-paragraph: Ἐπιστεύετο ὅτι ἡ ἀναλαβὴ αὐτὸς ὅλον τὸ βάρος τῆς ἀποτρόπαιου πράξεως.	[1033, 770, 1227, 809]
headline-sub: ΠΟΛΙΤΙΚΗ ΔΙΚΗ ΕΙΣ ΤΟ ΓΙΛΔΙΖ	[395, 232, 547, 261]
article-paragraph: πωλεῖον Σαλαμίνος ὁδὸς Σταδίου, ἐν Πειραιεῖ δὲ εἰς τὸ Βιβλιοπωλεῖον Φιντικάκη.	[1241, 531, 1450, 570]
headline-sub: ΚΑΚΟΥΡΓΗΜΑ ΤΗΣ ΚΟΡΙΝΘΟΥ	[1046, 246, 1214, 284]
article-paragraph: Οἱ τυπογράφοι τῶν Ἀθηνῶν, οἵτινες εὑρίσκονται κατὰ τὸ παρὸν εἰς ἐξαιρετικὰς συνθήκας.	[574, 1193, 777, 1232]
article-paragraph: τῆς ἡμέρας ἐκείνης δὲν ἦτο πλέον ὑπεύθυνος δι' οὐδὲν ἐκ τῶν ἐκ' ὀνόματί του ἐκδοθέντων διαταγμάτων. Πᾶν δ,τι ἀπὸ τῆς ἡμέρας ἐκείνης ἐγίνετο, ἐγίνετο κατ' ἀρχὰς μὲν ὑπὸ τοῦ Χουσεΐν Ἀβνῆ, μετὰ δὲ τὴν δολοφονίαν τούτου ὑπὸ τοῦ Μιδχὰτ καὶ τοῦ Χαϊρουλάχ.	[160, 880, 368, 985]
article-paragraph: Ὁ Μιχὰτ Ἀλῆ ἐφένδης, διοριοθεὶς ὑπὸ τοῦ Δικαστηρίου συνήγορος τῶν κατηγορουμένων.	[382, 781, 560, 834]
article-paragraph: Νεώτεραι ἐπίσημοι πληροφορίαι περὶ τῆς ἐσοδείας τῆς σταφίδος ἀγγέλλουσιν ὅτι ἡ ἐσοδεία τῆς σταφίδος εἰς τὸ Αἴγιον.	[791, 505, 1019, 545]
article-paragraph: Ὁ συνήγορος Ρεφὴκ Ἐφένδης ἐξακολουθεῖ τὴν ἀγόρευσίν του καὶ ἀπευθυνόμενος πρὸς τὸν Νετζὴν Βὴν, λέγει·	[382, 840, 560, 892]
article-paragraph: Ἡ φοβερὰ τραγῳδία τοῦ Γιλδὶζ διὰ τῆς ἐκδόσεως ὁλοκλήρου ὑπὸ τῆς Ἑστίας.	[1241, 1193, 1450, 1232]
article-paragraph: πωλεῖον Σαλαμίνος ὁδὸς Σταδίου, ἐν Πειραιεῖ δὲ εἰς τὸ Βιβλιοπωλεῖον Φιντικάκη.	[1241, 144, 1450, 184]
article-paragraph: ΤΗΝ ΠΡΩΙΑΝ τῆς Δευτέρας ὁ Μουράτ ἠγέρθη ὠχρός, παταχνιμένος καὶ φέρων ἐπὶ τοῦ προσώπου του τὴν ἔκφρασιν ἀθυμίας.	[160, 686, 368, 739]
article-paragraph: Νεώτεραι ἐπίσημοι πληροφορίαι περὶ τῆς ἐσοδείας τῆς σταφίδος ἀγγέλλουσιν ὅτι ἡ ἐσοδεία τῆς σταφίδος εἰς τὸ Αἴγιον.	[791, 1246, 1019, 1285]
article-paragraph: Ἄλλως τε ὁ Νετζὴπ βὴν δὲν εἶχε τὰς κλεῖδας τῆς οἰκίας. Τὸ γεγονὸς δὲ συνεμπορεῖ μετὰ τοῦ Φαχρὴ βὴν δὲν ἀποτελεῖ ἐνοχὴν.	[382, 396, 560, 448]
article-paragraph: Ὁ Μιχὰτ Ἀλῆ ἐφένδης, διοριοθεὶς ὑπὸ τοῦ Δικαστηρίου συνήγορος τῶν κατηγορουμένων.	[382, 559, 560, 612]
article-paragraph: Οἱ τυπογράφοι τῶν Ἀθηνῶν, οἵτινες εὑρίσκονται κατὰ τὸ παρὸν εἰς ἐξαιρετικὰς συνθήκας.	[574, 1039, 777, 1079]
column-3	[574, 128, 777, 2142]
article-paragraph: ΑΥΤΗ ἡ ἰσχυρὰ ἀπαίτησις ἐπέφερε τὸ ἐπιθυμητὸν ἀποτέλεσμα. Ἐξαιρέθησαν τοῦ τόπου αἱ ἐκκλήσεις.	[160, 1750, 368, 1790]
article-paragraph: Τὴν ἐπομένην τῆς ἐπισκέψεως τοῦ Πανᾶ, προσεκλήθη ἐν Βιέννῃ ὁ διάσημος ἰατρός.	[160, 1705, 368, 1744]
article-paragraph: πωλεῖον Σαλαμίνος ὁδὸς Σταδίου, ἐν Πειραιεῖ δὲ εἰς τὸ Βιβλιοπωλεῖον Φιντικάκη.	[1241, 820, 1450, 859]
article-paragraph: ΠΑΡΙΣΙΟΙ 18 Αὐγούστου (Ἐθνικὸν Πρακτορεῖον). Ἀγγέλλεται ἐκ Πετρουπόλεως, ὅτι διετάχθη νέα ἔκδοσις τεσσάρων ἑκατομμυρίων ῥουβλίων.	[791, 277, 1019, 330]
section-title: ΟΙ ΡΩΣΣΟΙ ΗΤΤΩΝΤΑΙ	[581, 159, 770, 178]
article-paragraph: ΤΗΝ ΠΡΩΙΑΝ τῆς Δευτέρας ὁ Μουράτ ἠγέρθη ὠχρός, παταχνιμένος καὶ φέρων ἐπὶ τοῦ προσώπου του τὴν ἔκφρασιν ἀθυμίας.	[160, 1417, 368, 1469]
article-paragraph: ΣΥΜΦΩΝΩΣ πρὸς τὰ Μουσουλμανικὰ ἔθιμα, πᾶς ἀποθνήσκων, πρίνει νὰ ἐνταφιασθῇ εἰς τὸν τάφον του, πρέπει νὰ ἀποπλυθῇ.	[160, 180, 368, 246]
article-paragraph: Ὁ συνήγορος Ρεφὴκ ἐφένδης ἐξακολουθεῖ τὴν ὑπεράσπισίν του.	[382, 899, 560, 938]
section-subheading: ΤΗΣ ΕΟΡΤΗΣ ΤΟΥ ΦΑΛΗΡΟΥ	[1252, 127, 1439, 142]
article-paragraph: Ὁ Μιχὰτ Ἀλῆ ἐφένδης, διοριοθεὶς ὑπὸ τοῦ Δικαστηρίου συνήγορος τῶν κατηγορουμένων.	[382, 1447, 560, 1500]
article-paragraph: λητεύθη τὸ ταμεῖον τοῦ καταστήματος αὐτοῦ. Τὸν κακοῦργον τοῦτον εἶναι ἀδύνατον νὰ συλλάβωσιν.	[1033, 110, 1227, 163]
section-heading: Ὁ κ. ΠΡΩΘΥΠΟΥΡΓΟΣ ΕΙΣ ΚΕΡΚΥΡΑΝ	[574, 407, 777, 441]
article-paragraph: Προχθὲς τὴν 4ην μ. μ. ὥραν ἐγένετο ἡ κηδεία τοῦ ἀγρίως δολοφονηθέντος Ἀνδρ. Βλογιάρη.	[1033, 920, 1227, 959]
article-paragraph: Νεώτεραι ἐπίσημοι πληροφορίαι περὶ τῆς ἐσοδείας τῆς σταφίδος ἀγγέλλουσιν ὅτι ἡ ἐσοδεία τῆς σταφίδος εἰς τὸ Αἴγιον.	[791, 577, 1019, 616]
article-paragraph: Ὁ συνήγορος Ρεφὴκ ἐφένδης ἐξακολουθεῖ τὴν ὑπεράσπισίν του.	[382, 677, 560, 716]
article-paragraph: προσεχοῦς θεραπείας του, ἐκείνα ἠναγκάσθη νὰ κάμῃ ἔκθεσιν ἐπὶ τὸ νόημα τοῦ ἑνὸς ἀτιάτου.	[382, 52, 560, 104]
section-heading: ΠΑΡΟΥΣΙΑΣΕΙΣ ΠΡΕΣΒΕΩΝ	[791, 482, 1019, 502]
section-subheading: ΥΠΕΡ ΤΩΝ ΕΘΝΙΚΩΝ ΤΑΜΕΙΩΝ	[574, 840, 777, 855]
article-paragraph: Προχθὲς τὴν 4ην μ. μ. ὥραν ἐγένετο ἡ κηδεία τοῦ ἀγρίως δολοφονηθέντος Ἀνδρ. Βλογιάρη.	[1033, 1184, 1227, 1224]
section-title: ΑΙ ΕΙΣΠΡΑΞΕΙΣ	[1281, 102, 1410, 122]
article-paragraph: Νεώτεραι ἐπίσημοι πληροφορίαι περὶ τῆς ἐσοδείας τῆς σταφίδος ἀγγέλλουσιν ὅτι ἡ ἐσοδεία τῆς σταφίδος εἰς τὸ Αἴγιον.	[791, 1105, 1019, 1144]
article-paragraph: πωλεῖον Σαλαμίνος ὁδὸς Σταδίου, ἐν Πειραιεῖ δὲ εἰς τὸ Βιβλιοπωλεῖον Φιντικάκη.	[1241, 576, 1450, 616]
article-paragraph: Ὁ συνήγορος Ρεφὴκ Ἐφένδης ἐξακολουθεῖ τὴν ἀγόρευσίν του καὶ ἀπευθυνόμενος πρὸς τὸν Νετζὴν Βὴν, λέγει·	[382, 337, 560, 390]
article-paragraph: Προχθὲς τὴν 4ην μ. μ. ὥραν ἐγένετο ἡ κηδεία τοῦ ἀγρίως δολοφονηθέντος Ἀνδρ. Βλογιάρη.	[1033, 661, 1227, 701]
article-paragraph: Τὴν ἐπομένην τῆς ἐπισκέψεως τοῦ Πανᾶ, προσεκλήθη ἐν Βιέννῃ ὁ διάσημος ἰατρός.	[160, 2084, 368, 2123]
section-heading: ΕΙΣ ΤΗΝ ΔΗΛΟΝ	[791, 866, 1019, 886]
article-paragraph: Ὁ συνήγορος Ρεφὴκ ἐφένδης ἐξακολουθεῖ τὴν ὑπεράσπισίν του.	[382, 455, 560, 494]
article-paragraph: Ἐπὶ τῇ δωρεᾷ τῆς εἰς τὸ Ἀρχαιολογικὸν Μουσεῖον ἐκ μέρους τοῦ κ. Ἀλεξανδρεῖα Ῥοστοβὶτς.	[574, 608, 777, 648]
section-title: ΟΙ ΤΥΠΟΓΡΑΦΟΙ	[604, 815, 747, 835]
column-separator	[1026, 52, 1027, 2142]
article-paragraph: πωλεῖον Σαλαμίνος ὁδὸς Σταδίου, ἐν Πειραιεῖ δὲ εἰς τὸ Βιβλιοπωλεῖον Φιντικάκη.	[1241, 52, 1450, 91]
section-heading: Η ΣΥΛΛΟΓΗ ΤΟΥ ΑΛΑΤΟΣ	[1241, 238, 1450, 258]
column-separator	[1234, 52, 1235, 2142]
section-heading: Η ΑΠΟΞΗΡΑΝΣΙΣ ΤΗΣ ΣΤΑΦΙΔΟΣ	[791, 410, 1019, 430]
article-paragraph: Νεώτεραι ἐπίσημοι πληροφορίαι περὶ τῆς ἐσοδείας τῆς σταφίδος ἀγγέλλουσιν ὅτι ἡ ἐσοδεία τῆς σταφίδος εἰς τὸ Αἴγιον.	[791, 691, 1019, 730]
section-title: ΑΡΧΑΙΟΛΟΓΙΚΑΙ	[834, 649, 976, 669]
article-paragraph: ΠΑΡΙΣΙΟΙ 18 Αὐγούστου (Ἐθνικὸν Πρακτορεῖον). Ἀγγέλλεται ἐκ Πετρουπόλεως, ὅτι διετάχθη νέα ἔκδοσις τεσσάρων ἑκατομμυρίων ῥουβλίων.	[791, 160, 1019, 212]
article-paragraph: ΜΕΤΑ τὴν νέαν ταύτην θεραπείαν ὁ κατέστη τοῦ ἀτυχοῦς Μουρὰτ ἐκράτησεν ἐπὶ πολὺ.	[160, 1168, 368, 1208]
article-paragraph: Νεώτεραι ἐπίσημοι πληροφορίαι περὶ τῆς ἐσοδείας τῆς σταφίδος ἀγγέλλουσιν ὅτι ἡ ἐσοδεία τῆς σταφίδος εἰς τὸ Αἴγιον.	[791, 890, 1019, 929]
article-paragraph: ΤΗΝ ΠΡΩΙΑΝ τῆς Δευτέρας ὁ Μουράτ ἠγέρθη ὠχρός, παταχνιμένος καὶ φέρων ἐπὶ τοῦ προσώπου του τὴν ἔκφρασιν ἀθυμίας.	[160, 1037, 368, 1090]
article-paragraph: Ὁ Παν. Μάρκελος, μολονότι εἶνε φοιτητὴς τῆς Νομικῆς, ἦτο ἀλκοολικὸς καὶ συχνάκις ἔδιδεν ἀφορμὰς εἰς διαπληκτισμούς.	[1033, 1230, 1227, 1282]
column-4	[791, 128, 1019, 2142]
section-heading: Η ΕΣΟΔΕΙΑ ΤΗΣ ΣΤΑΦΙΔΟΣ	[791, 338, 1019, 358]
article-paragraph: Ἄλλως τε ὁ Νετζὴπ βὴν δὲν εἶχε τὰς κλεῖδας τῆς οἰκίας. Τὸ γεγονὸς δὲ συνεμπορεῖ μετὰ τοῦ Φαχρὴ βὴν δὲν ἀποτελεῖ ἐνοχὴν.	[382, 1506, 560, 1559]
article-paragraph: ΣΥΜΦΩΝΩΣ πρὸς τὰ Μουσουλμανικὰ ἔθιμα, πᾶς ἀποθνήσκων, πρίνει νὰ ἐνταφιασθῇ εἰς τὸν τάφον του, πρέπει νὰ ἀποπλυθῇ.	[160, 745, 368, 811]
section-heading: Τὰ αἴτια τοῦ κακουργήματος	[1033, 965, 1227, 980]
article-paragraph: ΠΑΡΙΣΙΟΙ 18 Αὐγούστου (Ἐθνικὸν Πρακτορεῖον). Ἀγγέλλεται ἐκ Πετρουπόλεως, ὅτι διετάχθη νέα ἔκδοσις τεσσάρων ἑκατομμυρίων ῥουβλίων.	[791, 218, 1019, 271]
section-subheading: ΕΝ ΒΟΙΩΤΙΑ	[875, 801, 935, 813]
article-paragraph: τῆς ἡμέρας ἐκείνης δὲν ἦτο πλέον ὑπεύθυνος δι' οὐδὲν ἐκ τῶν ἐκ' ὀνόματί του ἐκδοθέντων διαταγμάτων. Πᾶν δ,τι ἀπὸ τῆς ἡμέρας ἐκείνης ἐγίνετο, ἐγίνετο κατ' ἀρχὰς μὲν ὑπὸ τοῦ Χουσεΐν Ἀβνῆ, μετὰ δὲ τὴν δολοφονίαν τούτου ὑπὸ τοῦ Μιδχὰτ καὶ τοῦ Χαϊρουλάχ.	[160, 52, 368, 157]
article-paragraph: Νεώτεραι ἐπίσημοι πληροφορίαι περὶ τῆς ἐσοδείας τῆς σταφίδος ἀγγέλλουσιν ὅτι ἡ ἐσοδεία τῆς σταφίδος εἰς τὸ Αἴγιον.	[791, 818, 1019, 858]
article-paragraph: Ἐπὶ τῇ δωρεᾷ τῆς εἰς τὸ Ἀρχαιολογικὸν Μουσεῖον ἐκ μέρους τοῦ κ. Ἀλεξανδρεῖα Ῥοστοβὶτς.	[574, 654, 777, 693]
section-heading: ΛΑΘΡΑΙΟΝ ΣΙΓΑΡΟΧΑΡΤΟΝ	[1033, 1089, 1227, 1109]
section-heading: ΑΙ ΔΑΠΑΝΑΙ ΤΟΥ ΠΟΛΕΜΟΥ	[791, 136, 1019, 156]
